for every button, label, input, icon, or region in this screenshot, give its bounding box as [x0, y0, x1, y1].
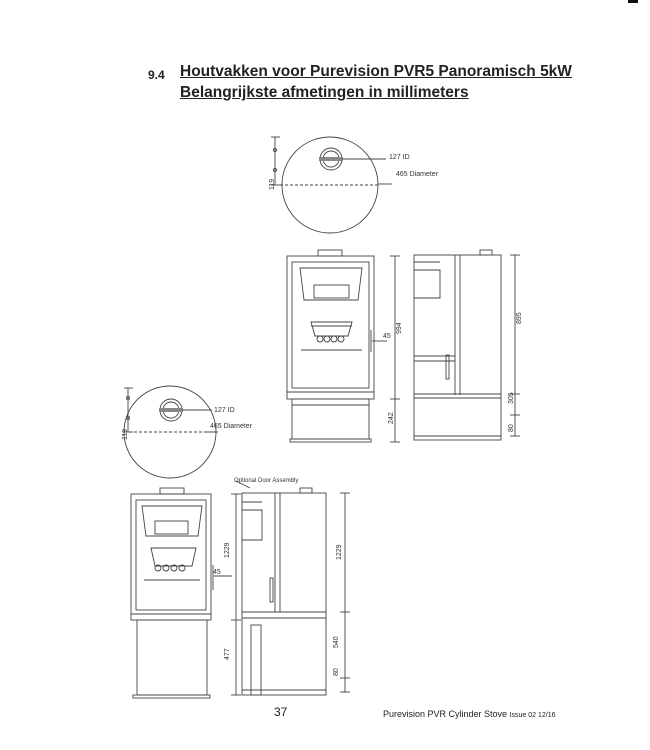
tv2-diameter-label: 465 Diameter [210, 423, 253, 430]
fe2-flue-offset: 45 [213, 569, 221, 576]
front-elevation-1 [287, 250, 400, 442]
fe1-pedestal-height: 242 [388, 412, 395, 424]
tv1-flue-label: 127 ID [389, 154, 410, 161]
section-title-line-2: Belangrijkste afmetingen in millimeters [180, 84, 469, 101]
tv1-diameter-label: 465 Diameter [396, 171, 439, 178]
se1-base-height: 80 [508, 424, 515, 432]
fe2-optional-note: Optional Door Assembly [234, 478, 299, 484]
fe1-height-total: 994 [396, 322, 403, 334]
se2-base-height: 80 [333, 668, 340, 676]
fe1-flue-offset: 45 [383, 333, 391, 340]
top-view-1 [271, 137, 392, 233]
footer-issue: Issue 02 12/16 [509, 712, 556, 719]
section-title-line-1: Houtvakken voor Purevision PVR5 Panoramisch 5kW [180, 63, 572, 80]
side-elevation-2 [236, 481, 350, 695]
side-elevation-1 [414, 250, 520, 440]
footer-doc-info [383, 709, 556, 719]
se1-door-height: 305 [508, 392, 515, 404]
tv2-flue-label: 127 ID [214, 407, 235, 414]
front-elevation-2 [131, 488, 241, 698]
section-number: 9.4 [148, 68, 165, 82]
se2-height: 1229 [336, 544, 343, 560]
footer-page-number: 37 [274, 705, 288, 719]
top-view-2 [124, 386, 218, 478]
tv2-offset-label: 119 [122, 428, 129, 440]
fe2-height-total: 1229 [224, 542, 231, 558]
footer-doc-title: Purevision PVR Cylinder Stove [383, 709, 508, 719]
se1-height: 895 [516, 312, 523, 324]
tv1-offset-label: 119 [269, 178, 276, 190]
fe2-pedestal-height: 477 [224, 648, 231, 660]
se2-door-height: 540 [333, 636, 340, 648]
